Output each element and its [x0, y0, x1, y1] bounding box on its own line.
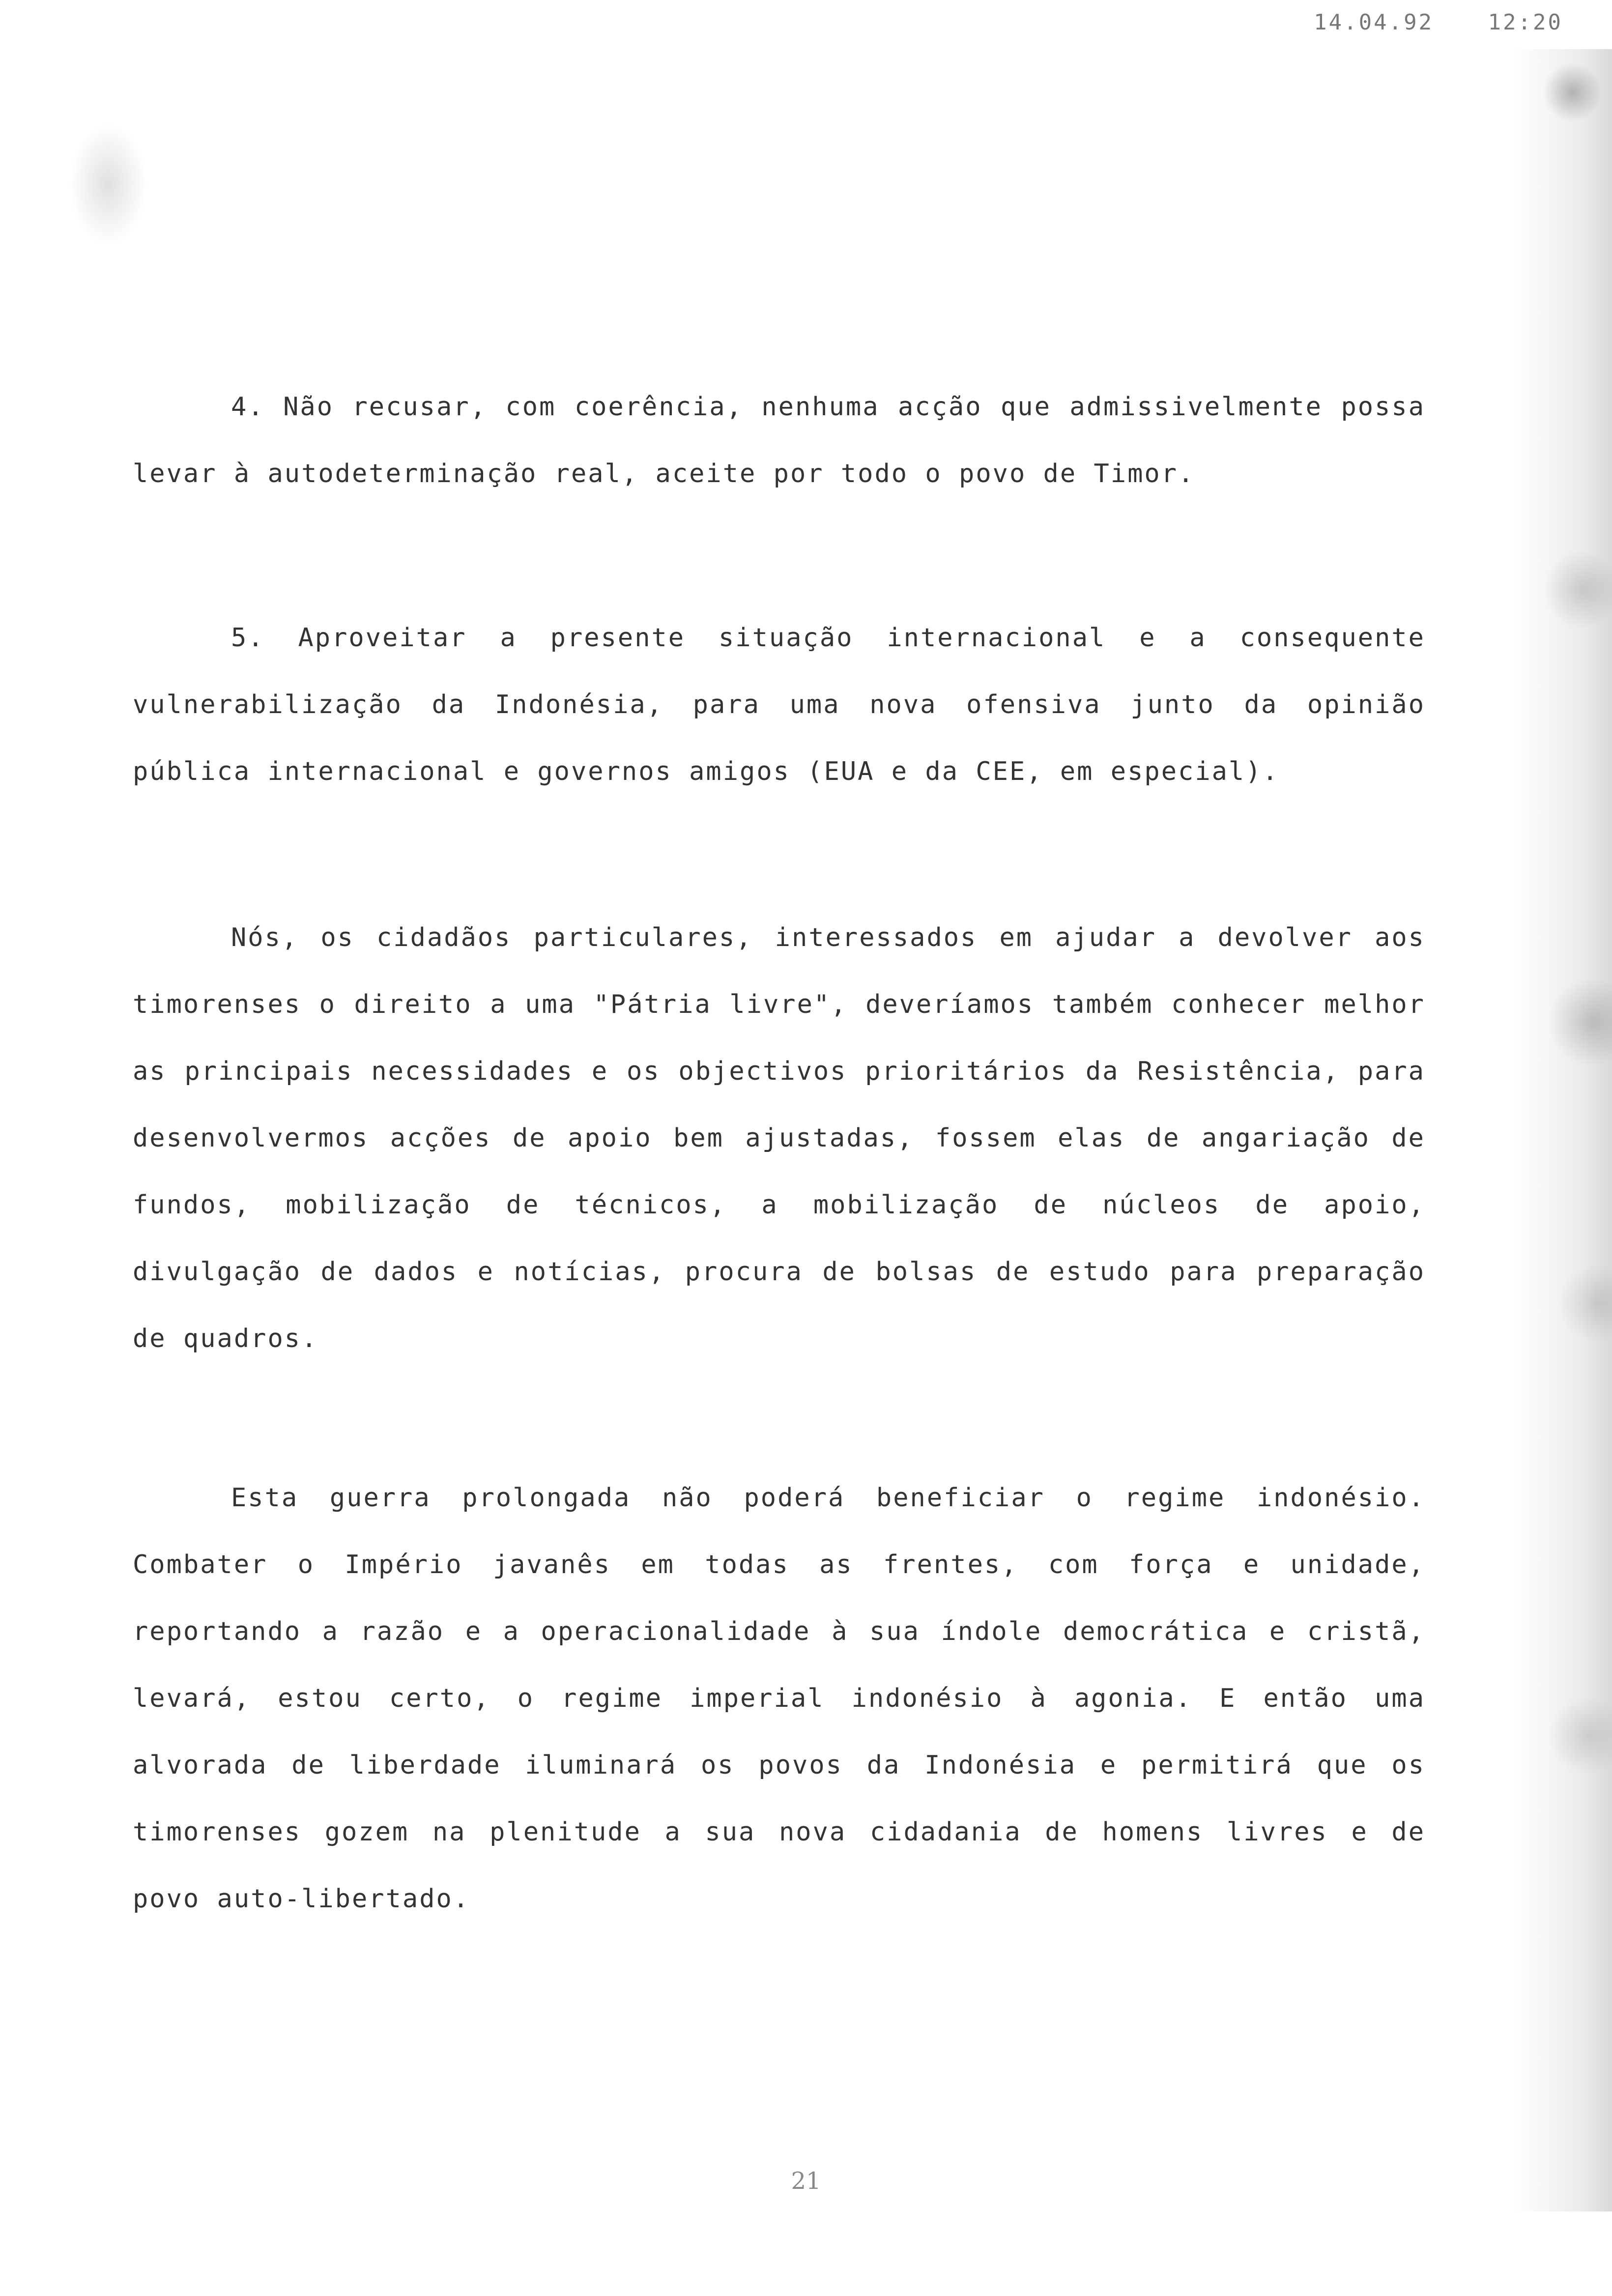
- paragraph-text: Nós, os cidadãos particulares, interessados em ajudar a devolver aos timorenses o direito a uma "Pátria livre", deveríamos também conhecer melhor as principais necessidades e os objectivos prioritários da Resistência, para desenvolvermos acções de apoio bem ajustadas, fossem elas de angariação de fundos, mobilização de técnicos, a mobilização de núcleos de apoio, divulgação de dados e notícias, procura de bolsas de estudo para preparação de quadros.: [133, 923, 1425, 1353]
- scan-noise-edge: [1514, 49, 1612, 2211]
- paragraph-item-4: [133, 373, 1425, 507]
- paragraph-text: 4. Não recusar, com coerência, nenhuma acção que admissivelmente possa levar à autodeterminação real, aceite por todo o povo de Timor.: [133, 392, 1425, 488]
- scan-noise-left: [69, 123, 147, 246]
- paragraph-item-5: [133, 604, 1425, 805]
- paragraph-text: Esta guerra prolongada não poderá beneficiar o regime indonésio. Combater o Império javanês em todas as frentes, com força e unidade, reportando a razão e a operacionalidade à sua índole democrática e cristã, levará, estou certo, o regime imperial indonésio à agonia. E então uma alvorada de liberdade iluminará os povos da Indonésia e permitirá que os timorenses gozem na plenitude a sua nova cidadania de homens livres e de povo auto-libertado.: [133, 1483, 1425, 1914]
- fax-time: 12:20: [1488, 10, 1563, 35]
- fax-header-stamp: [1314, 10, 1563, 35]
- paragraph-text: 5. Aproveitar a presente situação internacional e a consequente vulnerabilização da Indonésia, para uma nova ofensiva junto da opinião pública internacional e governos amigos (EUA e da CEE, em especial).: [133, 623, 1425, 786]
- page-number: 21: [791, 2167, 821, 2195]
- paragraph-conclusion: [133, 1464, 1425, 1932]
- paragraph-citizens: [133, 904, 1425, 1372]
- fax-date: 14.04.92: [1314, 10, 1434, 35]
